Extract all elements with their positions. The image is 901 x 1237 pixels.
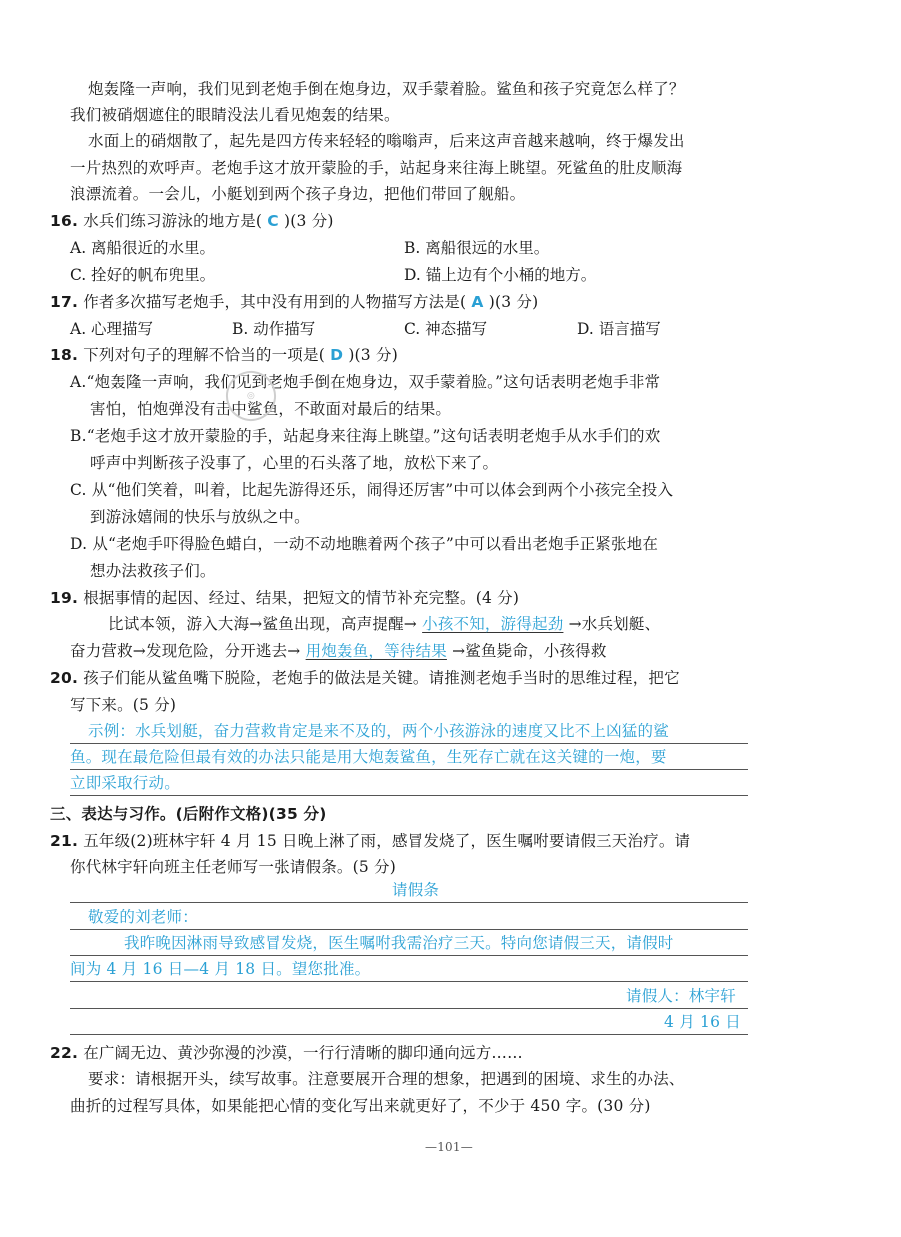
option-a: A.“炮轰隆一声响，我们见到老炮手倒在炮身边，双手蒙着脸。”这句话表明老炮手非常 bbox=[70, 373, 661, 391]
answer-rule bbox=[70, 955, 748, 956]
passage-line: 水面上的硝烟散了，起先是四方传来轻轻的嗡嗡声，后来这声音越来越响，终于爆发出 bbox=[88, 132, 685, 150]
answer-rule bbox=[70, 981, 748, 982]
passage-line: 炮轰隆一声响，我们见到老炮手倒在炮身边，双手蒙着脸。鲨鱼和孩子究竟怎么样了？ bbox=[88, 80, 685, 98]
option-b: B. 动作描写 bbox=[232, 320, 316, 338]
option-d: D. 语言描写 bbox=[577, 320, 661, 338]
option-d: D. 从“老炮手吓得脸色蜡白，一动不动地瞧着两个孩子”中可以看出老炮手正紧张地在 bbox=[70, 535, 659, 553]
watermark-stamp-icon: ◎ bbox=[219, 364, 282, 427]
answer-rule bbox=[70, 795, 748, 796]
option-b-cont: 呼声中判断孩子没事了，心里的石头落了地，放松下来了。 bbox=[90, 454, 499, 472]
passage-line: 一片热烈的欢呼声。老炮手这才放开蒙脸的手，站起身来往海上眺望。死鲨鱼的肚皮顺海 bbox=[70, 159, 683, 177]
answer-rule bbox=[70, 902, 748, 903]
answer-rule bbox=[70, 769, 748, 770]
question-17: 17. 作者多次描写老炮手，其中没有用到的人物描写方法是( A )(3 分) bbox=[50, 293, 539, 311]
option-d: D. 锚上边有个小桶的地方。 bbox=[404, 266, 597, 284]
question-19: 19. 根据事情的起因、经过、结果，把短文的情节补充完整。(4 分) bbox=[50, 589, 520, 607]
option-a-cont: 害怕，怕炮弹没有击中鲨鱼，不敢面对最后的结果。 bbox=[90, 400, 452, 418]
option-b: B.“老炮手这才放开蒙脸的手，站起身来往海上眺望。”这句话表明老炮手从水手们的欢 bbox=[70, 427, 661, 445]
option-d-cont: 想办法救孩子们。 bbox=[90, 562, 216, 580]
answer-choice: D bbox=[330, 346, 344, 364]
requirement-line: 要求：请根据开头，续写故事。注意要展开合理的想象，把遇到的困境、求生的办法、 bbox=[88, 1070, 685, 1088]
question-number: 17. bbox=[50, 293, 79, 311]
question-21-cont: 你代林宇轩向班主任老师写一张请假条。(5 分) bbox=[70, 858, 396, 876]
answer-choice: C bbox=[267, 212, 279, 230]
note-signer: 请假人：林宇轩 bbox=[626, 987, 736, 1005]
answer-choice: A bbox=[471, 293, 484, 311]
option-b: B. 离船很远的水里。 bbox=[404, 239, 550, 257]
option-c: C. 神态描写 bbox=[404, 320, 488, 338]
question-number: 21. bbox=[50, 832, 79, 850]
question-number: 19. bbox=[50, 589, 79, 607]
fill-in-answer: 用炮轰鱼，等待结果 bbox=[305, 642, 447, 660]
plot-line-2: 奋力营救→发现危险，分开逃去→ 用炮轰鱼，等待结果 →鲨鱼毙命，小孩得救 bbox=[70, 642, 607, 660]
answer-rule bbox=[70, 1008, 748, 1009]
answer-rule bbox=[70, 1034, 748, 1035]
note-title: 请假条 bbox=[392, 881, 440, 899]
passage-line: 浪漂流着。一会儿，小艇划到两个孩子身边，把他们带回了舰船。 bbox=[70, 185, 526, 203]
note-body: 我昨晚因淋雨导致感冒发烧，医生嘱咐我需治疗三天。特向您请假三天，请假时 bbox=[124, 934, 674, 952]
passage-line: 我们被硝烟遮住的眼睛没法儿看见炮轰的结果。 bbox=[70, 106, 400, 124]
section-heading: 三、表达与习作。(后附作文格)(35 分) bbox=[50, 805, 327, 823]
note-greeting: 敬爱的刘老师： bbox=[88, 908, 198, 926]
requirement-line: 曲折的过程写具体，如果能把心情的变化写出来就更好了，不少于 450 字。(30 分) bbox=[70, 1097, 651, 1115]
option-c-cont: 到游泳嬉闹的快乐与放纵之中。 bbox=[90, 508, 310, 526]
answer-rule bbox=[70, 743, 748, 744]
answer-line: 鱼。现在最危险但最有效的办法只能是用大炮轰鲨鱼，生死存亡就在这关键的一炮，要 bbox=[70, 748, 667, 766]
option-c: C. 拴好的帆布兜里。 bbox=[70, 266, 216, 284]
option-c: C. 从“他们笑着，叫着，比起先游得还乐，闹得还厉害”中可以体会到两个小孩完全投入 bbox=[70, 481, 674, 499]
question-20-cont: 写下来。(5 分) bbox=[70, 696, 177, 714]
note-body: 间为 4 月 16 日—4 月 18 日。望您批准。 bbox=[70, 960, 371, 978]
question-21: 21. 五年级(2)班林宇轩 4 月 15 日晚上淋了雨，感冒发烧了，医生嘱咐要请假三天治疗。请 bbox=[50, 832, 691, 850]
option-a: A. 离船很近的水里。 bbox=[70, 239, 216, 257]
plot-line-1: 比试本领，游入大海→鲨鱼出现，高声提醒→ 小孩不知，游得起劲 →水兵划艇、 bbox=[108, 615, 661, 633]
question-number: 18. bbox=[50, 346, 79, 364]
option-a: A. 心理描写 bbox=[70, 320, 154, 338]
answer-line: 示例：水兵划艇，奋力营救肯定是来不及的，两个小孩游泳的速度又比不上凶猛的鲨 bbox=[88, 722, 669, 740]
question-number: 22. bbox=[50, 1044, 79, 1062]
answer-rule bbox=[70, 929, 748, 930]
question-18: 18. 下列对句子的理解不恰当的一项是( D )(3 分) bbox=[50, 346, 398, 364]
note-date: 4 月 16 日 bbox=[664, 1013, 741, 1031]
page-number: —101— bbox=[425, 1140, 473, 1154]
fill-in-answer: 小孩不知，游得起劲 bbox=[422, 615, 564, 633]
question-16: 16. 水兵们练习游泳的地方是( C )(3 分) bbox=[50, 212, 334, 230]
question-22: 22. 在广阔无边、黄沙弥漫的沙漠，一行行清晰的脚印通向远方…… bbox=[50, 1044, 523, 1062]
question-number: 16. bbox=[50, 212, 79, 230]
question-20: 20. 孩子们能从鲨鱼嘴下脱险，老炮手的做法是关键。请推测老炮手当时的思维过程，把它 bbox=[50, 669, 680, 687]
answer-line: 立即采取行动。 bbox=[70, 774, 180, 792]
question-number: 20. bbox=[50, 669, 79, 687]
